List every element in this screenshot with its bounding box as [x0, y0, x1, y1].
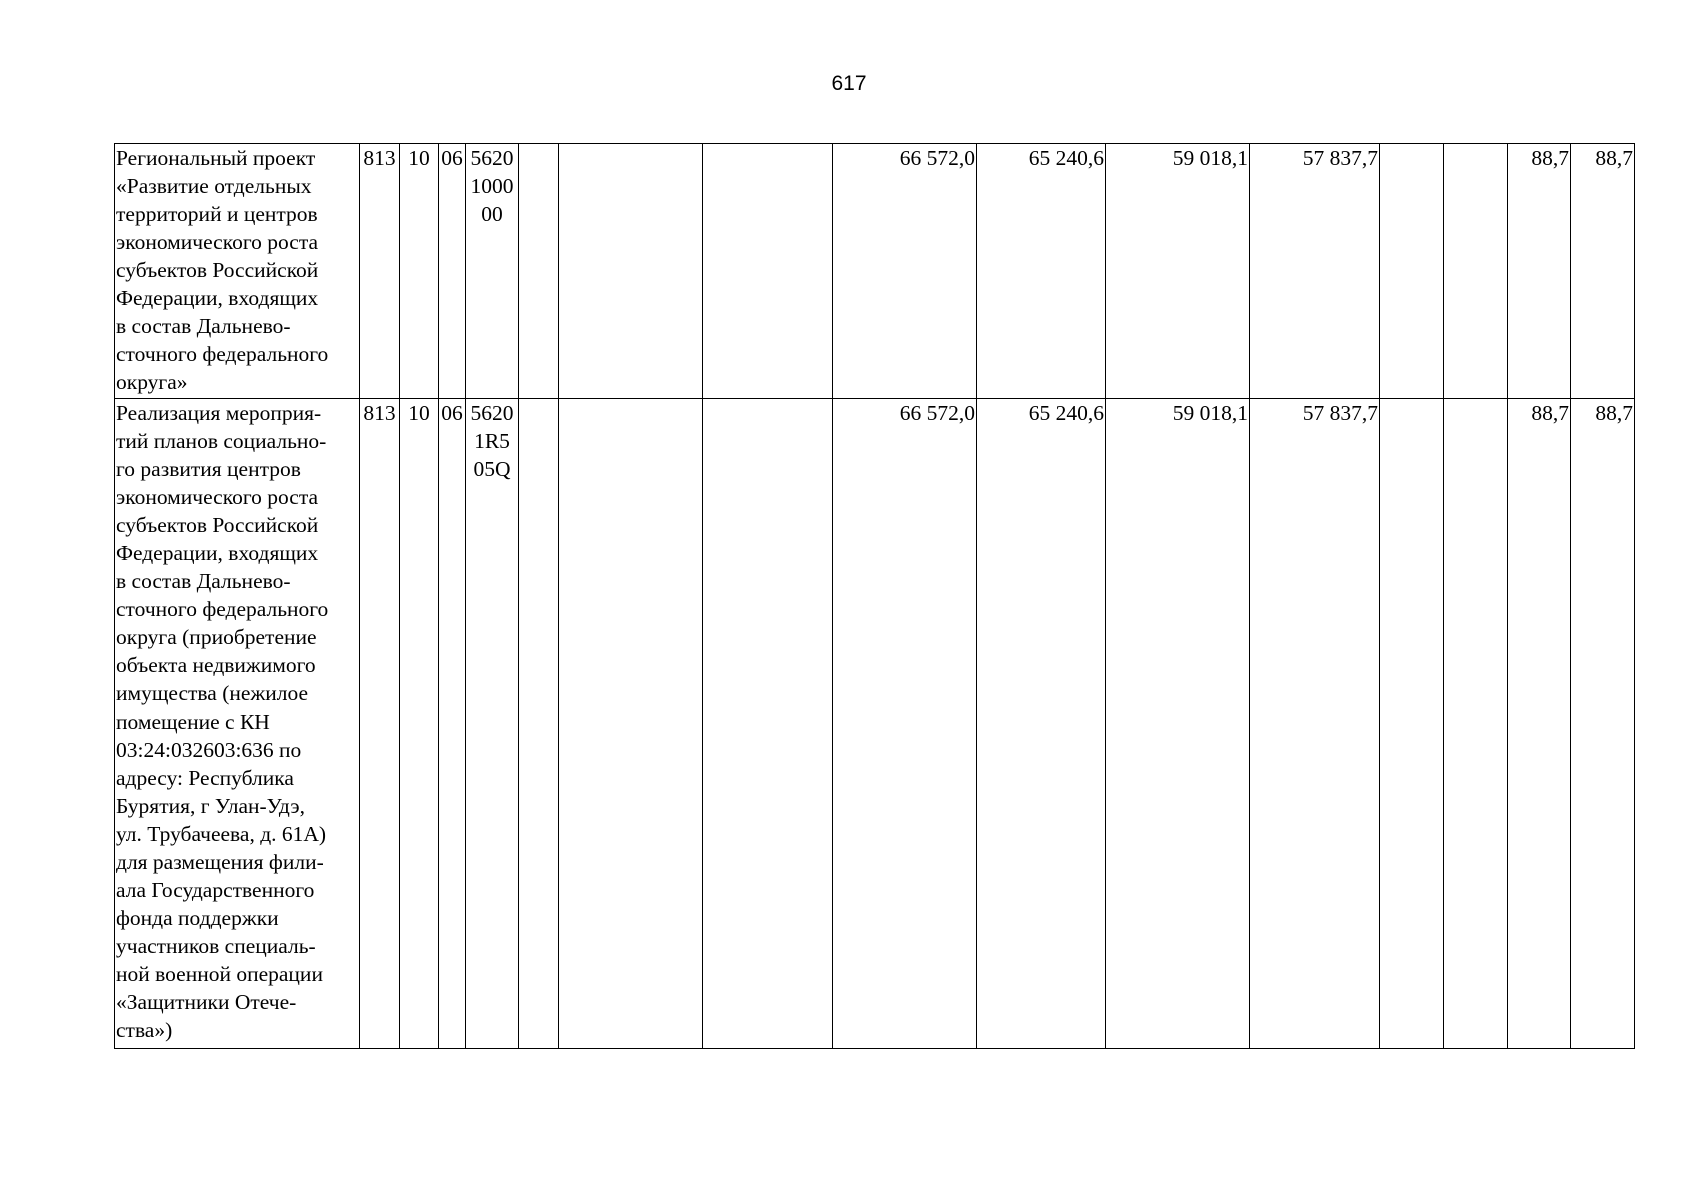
page-number: 617 [831, 72, 867, 95]
empty-cell [559, 144, 703, 399]
target-article-code: 5620 1000 00 [466, 144, 519, 399]
section-code: 10 [400, 399, 439, 1049]
empty-cell [703, 144, 833, 399]
percent-cell: 88,7 [1508, 144, 1571, 399]
section-code: 10 [400, 144, 439, 399]
value-cell: 66 572,0 [833, 399, 977, 1049]
empty-cell [559, 399, 703, 1049]
subsection-code: 06 [439, 399, 466, 1049]
empty-cell [1380, 399, 1444, 1049]
value-cell: 57 837,7 [1250, 144, 1380, 399]
expense-type-code [519, 399, 559, 1049]
value-cell: 65 240,6 [977, 144, 1106, 399]
value-cell: 59 018,1 [1106, 144, 1250, 399]
target-article-code: 5620 1R5 05Q [466, 399, 519, 1049]
percent-cell: 88,7 [1571, 144, 1635, 399]
table-row [115, 144, 1635, 399]
ved-code: 813 [360, 399, 400, 1049]
percent-cell: 88,7 [1571, 399, 1635, 1049]
empty-cell [703, 399, 833, 1049]
value-cell: 65 240,6 [977, 399, 1106, 1049]
row-name: Реализация мероприя- тий планов социально- го развития центров экономического роста субъектов Российской Федерации, входящих в состав Дальнево- сточного федерального округа (приобретение объекта недвижимого имущества (нежилое помещение с КН 03:24:032603:636 по адресу: Республика Бурятия, г Улан-Удэ, ул. Трубачеева, д. 61А) для размещения фили- ала Государственного фонда поддержки участников специаль- ной военной операции «Защитники Отече- ства») [115, 399, 360, 1049]
value-cell: 66 572,0 [833, 144, 977, 399]
empty-cell [1380, 144, 1444, 399]
value-cell: 57 837,7 [1250, 399, 1380, 1049]
empty-cell [1444, 144, 1508, 399]
table-row [115, 399, 1635, 1049]
ved-code: 813 [360, 144, 400, 399]
value-cell: 59 018,1 [1106, 399, 1250, 1049]
subsection-code: 06 [439, 144, 466, 399]
empty-cell [1444, 399, 1508, 1049]
budget-table [114, 143, 1635, 1049]
expense-type-code [519, 144, 559, 399]
percent-cell: 88,7 [1508, 399, 1571, 1049]
row-name: Региональный проект «Развитие отдельных территорий и центров экономического роста субъектов Российской Федерации, входящих в состав Дальнево- сточного федерального округа» [115, 144, 360, 399]
